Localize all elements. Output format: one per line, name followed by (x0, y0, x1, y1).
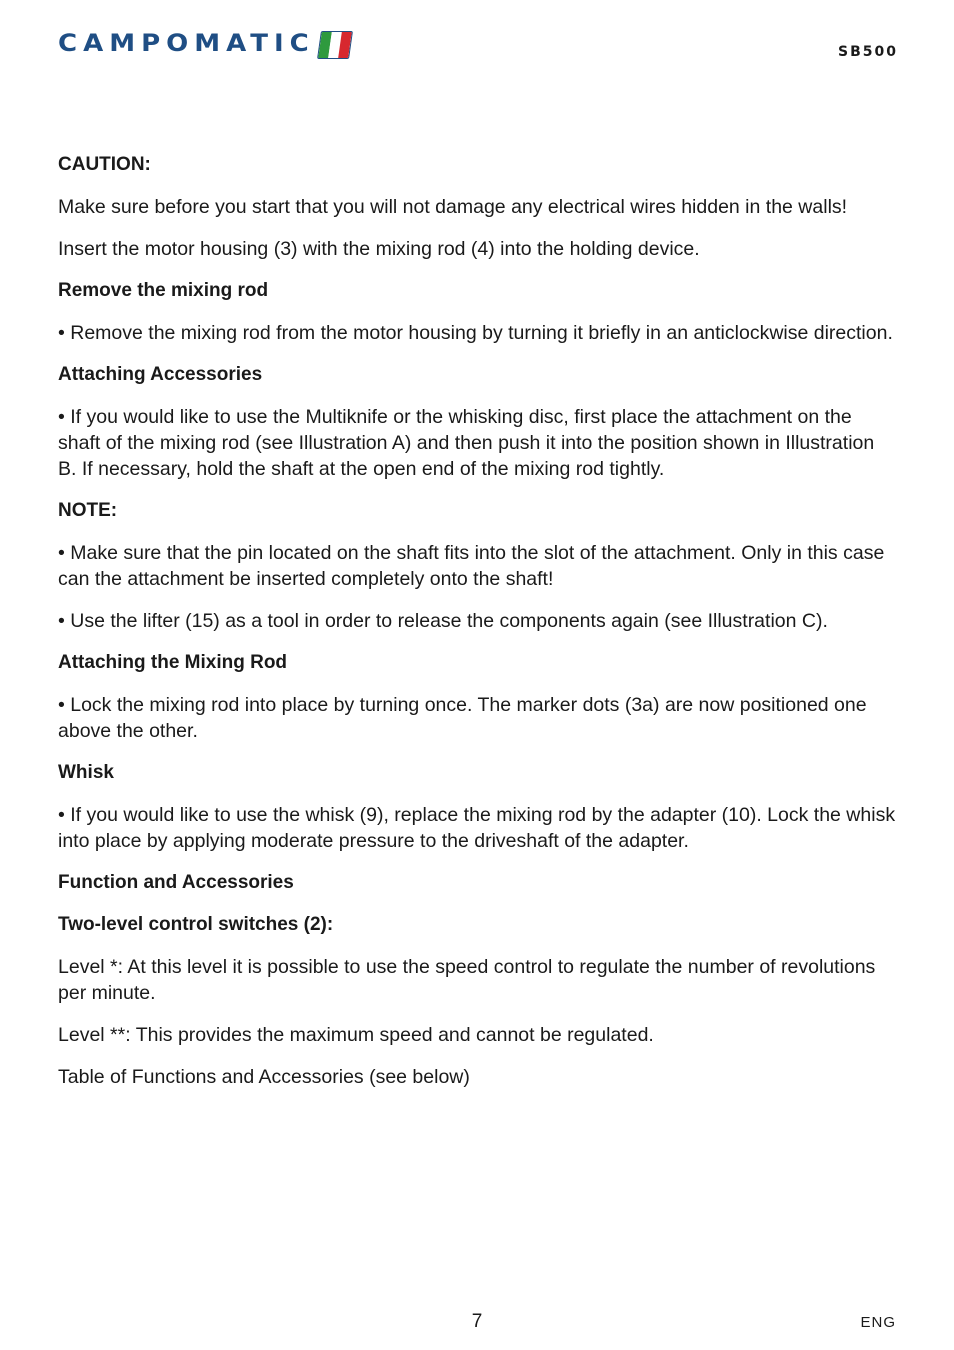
body-paragraph: • Remove the mixing rod from the motor housing by turning it briefly in an anticlockwise direction. (58, 322, 893, 344)
body-paragraph: • Make sure that the pin located on the shaft fits into the slot of the attachment. Only in this case can the attachment be inserted completely onto the shaft! (58, 542, 885, 590)
section-heading: Function and Accessories (58, 872, 294, 893)
manual-body (58, 152, 898, 1090)
model-number: SB500 (838, 44, 898, 60)
section-heading: Attaching Accessories (58, 364, 263, 385)
section-heading: Two-level control switches (2): (58, 914, 334, 935)
body-paragraph: Level *: At this level it is possible to use the speed control to regulate the number of revolutions per minute. (58, 956, 876, 1004)
body-paragraph: Make sure before you start that you will not damage any electrical wires hidden in the walls! (58, 196, 848, 218)
section-heading: Whisk (58, 762, 114, 783)
section-heading: CAUTION: (58, 154, 151, 175)
body-paragraph: • If you would like to use the whisk (9), replace the mixing rod by the adapter (10). Lock the whisk into place by applying moderate pressure to the driveshaft of the adapter. (58, 804, 896, 852)
language-code: ENG (860, 1314, 896, 1331)
body-paragraph: Table of Functions and Accessories (see below) (58, 1066, 470, 1088)
body-paragraph: • Lock the mixing rod into place by turning once. The marker dots (3a) are now positioned one above the other. (58, 694, 867, 742)
section-heading: Remove the mixing rod (58, 280, 269, 301)
section-heading: NOTE: (58, 500, 118, 521)
body-paragraph: Insert the motor housing (3) with the mixing rod (4) into the holding device. (58, 238, 700, 260)
body-paragraph: Level **: This provides the maximum speed and cannot be regulated. (58, 1024, 654, 1046)
section-heading: Attaching the Mixing Rod (58, 652, 288, 673)
body-paragraph: • Use the lifter (15) as a tool in order to release the components again (see Illustration C). (58, 610, 828, 632)
brand-logo (58, 30, 351, 60)
italian-flag-icon (317, 31, 353, 59)
page-header (58, 30, 898, 62)
brand-name: CAMPOMATIC (58, 30, 315, 58)
page-number: 7 (471, 1311, 483, 1332)
body-paragraph: • If you would like to use the Multiknife or the whisking disc, first place the attachment on the shaft of the mixing rod (see Illustration A) and then push it into the position shown in Illustration B. If necessary, hold the shaft at the open end of the mixing rod tightly. (58, 406, 875, 480)
